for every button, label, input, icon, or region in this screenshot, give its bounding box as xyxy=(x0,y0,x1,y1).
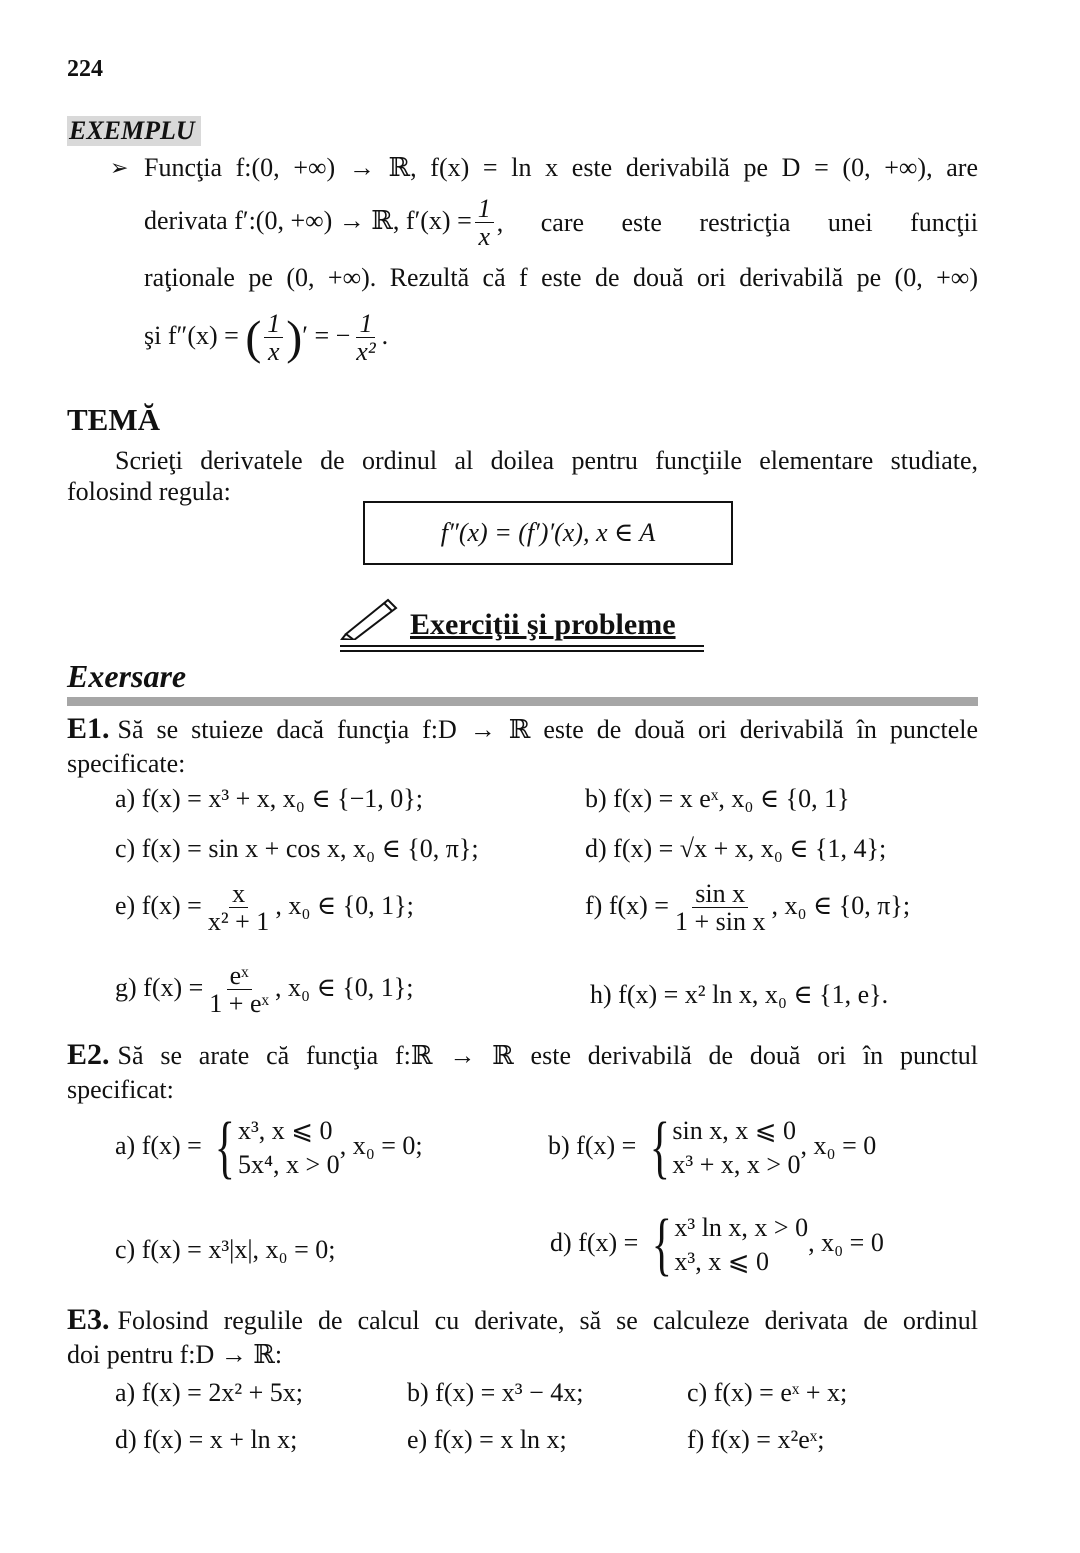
fraction xyxy=(206,962,272,1018)
numerator: 1 xyxy=(356,310,375,338)
text: Să se arate că funcţia f:ℝ → ℝ este derivabilă de două ori în punctul xyxy=(117,1041,978,1070)
e1-f xyxy=(585,880,910,936)
numerator: x xyxy=(229,880,248,908)
double-underline xyxy=(340,645,704,652)
fraction xyxy=(475,195,494,251)
e1-statement-2: specificate: xyxy=(67,749,186,778)
e2-statement xyxy=(67,1038,978,1072)
numerator: eˣ xyxy=(227,962,252,990)
e2-b xyxy=(548,1109,877,1186)
example-line-1: Funcţia f:(0, +∞) → ℝ, f(x) = ln x este derivabilă pe D = (0, +∞), are xyxy=(144,153,978,182)
numerator: 1 xyxy=(264,310,283,338)
page-number: 224 xyxy=(67,56,103,82)
text: , x₀ = 0 xyxy=(800,1130,877,1160)
subsection-heading: Exersare xyxy=(67,658,187,694)
text: , care este restricţia unei funcţii xyxy=(496,207,978,237)
paren: ) xyxy=(286,311,303,365)
e2-c: c) f(x) = x³|x|, x₀ = 0; xyxy=(115,1235,336,1264)
e1-d: d) f(x) = √x + x, x₀ ∈ {1, 4}; xyxy=(585,834,887,863)
denominator: x xyxy=(268,337,280,367)
fraction xyxy=(205,880,272,936)
text: , x₀ ∈ {0, 1}; xyxy=(275,890,414,920)
denominator: x² + 1 xyxy=(207,907,270,937)
text: f) f(x) = xyxy=(585,890,669,920)
numerator: 1 xyxy=(475,195,494,223)
text: a) f(x) = xyxy=(115,1130,202,1160)
text: b) f(x) = xyxy=(548,1130,637,1160)
text: derivata f′:(0, +∞) → ℝ, f′(x) = xyxy=(144,205,472,235)
e3-statement xyxy=(67,1303,978,1337)
text: , x₀ = 0 xyxy=(808,1227,884,1257)
tema-line-2: folosind regula: xyxy=(67,477,231,506)
arrow-bullet-icon: ➢ xyxy=(110,155,129,180)
e1-g xyxy=(115,962,414,1018)
fraction xyxy=(353,310,378,366)
brace: { xyxy=(651,1206,672,1283)
e2-statement-2: specificat: xyxy=(67,1075,174,1104)
text: şi f″(x) = xyxy=(144,320,239,350)
e2-d xyxy=(550,1206,884,1283)
denominator: 1 + eˣ xyxy=(209,989,270,1019)
divider-bar xyxy=(67,697,978,706)
exercise-label: E2. xyxy=(67,1038,110,1071)
e3-f: f) f(x) = x²eˣ; xyxy=(687,1425,825,1454)
case: x³ ln x, x > 0 xyxy=(674,1213,809,1243)
text: g) f(x) = xyxy=(115,972,204,1002)
case: x³, x ⩽ 0 xyxy=(674,1247,769,1276)
brace: { xyxy=(649,1109,670,1186)
text: ′ = − xyxy=(302,320,351,350)
e3-a: a) f(x) = 2x² + 5x; xyxy=(115,1378,304,1407)
example-line-4 xyxy=(144,310,388,366)
case: 5x⁴, x > 0 xyxy=(237,1150,340,1179)
e3-statement-2: doi pentru f:D → ℝ: xyxy=(67,1340,283,1369)
piecewise xyxy=(645,1206,809,1283)
text: , x₀ = 0; xyxy=(339,1130,423,1160)
text: Folosind regulile de calcul cu derivate, să se calculeze derivata de ordinul xyxy=(117,1306,978,1335)
case: x³ + x, x > 0 xyxy=(672,1150,801,1179)
text: d) f(x) = xyxy=(550,1227,639,1257)
denominator: 1 + sin x xyxy=(674,907,766,937)
e3-c: c) f(x) = eˣ + x; xyxy=(687,1378,848,1407)
tema-line-1: Scrieţi derivatele de ordinul al doilea pentru funcţiile elementare studiate, xyxy=(115,446,978,475)
e1-b: b) f(x) = x eˣ, x₀ ∈ {0, 1} xyxy=(585,784,850,813)
formula: f″(x) = (f′)′(x), x ∈ A xyxy=(440,518,656,547)
exercise-label: E3. xyxy=(67,1303,110,1336)
formula-box xyxy=(363,501,733,565)
text: Să se stuieze dacă funcţia f:D → ℝ este de două ori derivabilă în punctele xyxy=(117,715,978,744)
numerator: sin x xyxy=(692,880,748,908)
case: x³, x ⩽ 0 xyxy=(237,1116,333,1146)
piecewise xyxy=(643,1109,801,1186)
fraction xyxy=(264,310,283,366)
tema-heading: TEMĂ xyxy=(67,402,160,437)
e1-h: h) f(x) = x² ln x, x₀ ∈ {1, e}. xyxy=(590,980,889,1009)
e3-b: b) f(x) = x³ − 4x; xyxy=(407,1378,584,1407)
text: , x₀ ∈ {0, 1}; xyxy=(275,972,414,1002)
example-line-3: raţionale pe (0, +∞). Rezultă că f este de două ori derivabilă pe (0, +∞) xyxy=(144,263,978,292)
e1-c: c) f(x) = sin x + cos x, x₀ ∈ {0, π}; xyxy=(115,834,479,863)
text: , x₀ ∈ {0, π}; xyxy=(771,890,911,920)
e1-statement xyxy=(67,712,978,746)
exercise-label: E1. xyxy=(67,712,110,745)
e3-d: d) f(x) = x + ln x; xyxy=(115,1425,298,1454)
example-line-2 xyxy=(144,195,978,251)
paren: ( xyxy=(245,311,262,365)
denominator: x xyxy=(478,222,491,252)
text: . xyxy=(381,320,389,350)
e1-e xyxy=(115,880,414,936)
text: e) f(x) = xyxy=(115,890,202,920)
example-heading: EXEMPLU xyxy=(67,116,201,146)
e2-a xyxy=(115,1109,423,1186)
denominator: x² xyxy=(356,337,376,367)
e3-e: e) f(x) = x ln x; xyxy=(407,1425,567,1454)
piecewise xyxy=(208,1109,340,1186)
pencil-icon xyxy=(340,592,402,647)
fraction xyxy=(672,880,769,936)
case: sin x, x ⩽ 0 xyxy=(672,1116,797,1146)
e1-a: a) f(x) = x³ + x, x₀ ∈ {−1, 0}; xyxy=(115,784,423,813)
section-title: Exerciţii şi probleme xyxy=(410,608,676,641)
brace: { xyxy=(215,1109,236,1186)
